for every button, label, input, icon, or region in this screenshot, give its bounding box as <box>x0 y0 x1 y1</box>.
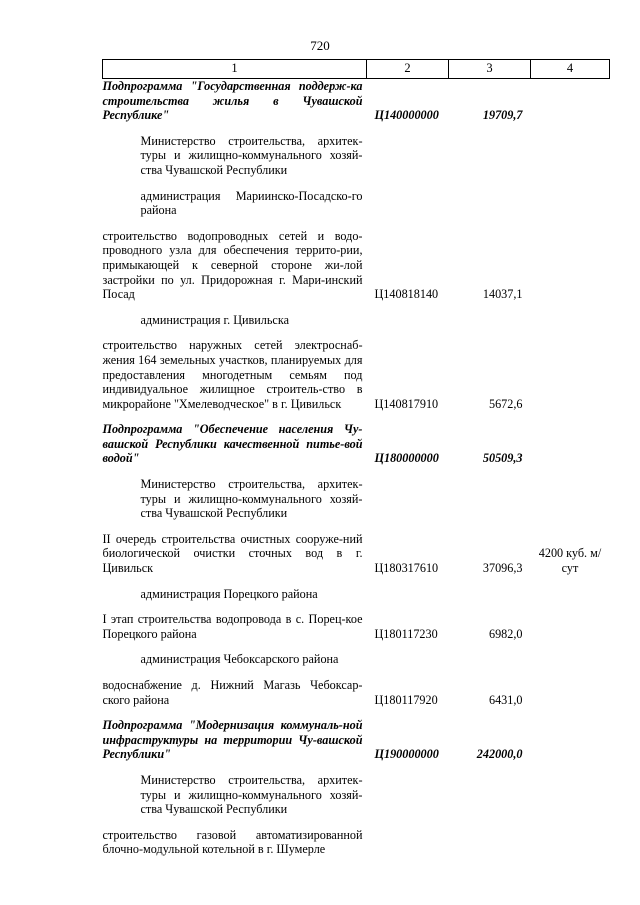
item-row <box>103 612 610 641</box>
row-name: Подпрограмма "Государственная поддерж-ка строительства жилья в Чувашской Республике" <box>102 79 363 123</box>
item-row <box>103 678 610 707</box>
row-name: строительство газовой автоматизированной блочно-модульной котельной в г. Шумерле <box>102 827 363 857</box>
row-code: Ц190000000 <box>374 747 439 762</box>
row-name: Министерство строительства, архитек-туры и жилищно-коммунального хозяй-ства Чувашской Республики <box>140 477 363 521</box>
row-amount: 6431,0 <box>488 692 523 707</box>
row-name: Подпрограмма "Обеспечение населения Чу-вашской Республики качественной питье-вой водой" <box>102 422 363 466</box>
row-name: I этап строительства водопровода в с. Порец-кое Порецкого района <box>102 612 363 641</box>
row-name: II очередь строительства очистных сооруже-ний биологической очистки сточных вод в г. Цивильск <box>102 531 363 576</box>
row-amount: 50509,3 <box>482 451 523 466</box>
row-amount: 6982,0 <box>488 626 523 641</box>
item-row <box>103 229 610 302</box>
row-note <box>531 678 610 707</box>
subprogram-row <box>103 718 610 762</box>
row-note <box>531 718 610 762</box>
org-row <box>103 773 610 817</box>
row-code: Ц180117920 <box>374 692 438 707</box>
page-number: 720 <box>310 38 330 53</box>
row-note <box>531 79 610 123</box>
row-amount: 5672,6 <box>488 396 523 411</box>
row-code: Ц140818140 <box>374 287 439 302</box>
budget-table <box>102 59 610 857</box>
row-note <box>531 828 610 857</box>
row-code: Ц140000000 <box>374 108 439 123</box>
org-row <box>103 189 610 218</box>
header-col-2: 2 <box>367 60 449 79</box>
row-name: администрация г. Цивильска <box>140 312 289 327</box>
org-row <box>103 313 610 328</box>
org-row <box>103 134 610 178</box>
row-name: строительство наружных сетей электроснаб-жения 164 земельных участков, планируемых для предоставления многодетным семьям под индивидуальное жилищное строитель-ство в микрорайоне "Хмелеводческое" в г. Цивильск <box>102 338 363 411</box>
row-name: Министерство строительства, архитек-туры и жилищно-коммунального хозяй-ства Чувашской Республики <box>140 772 363 817</box>
row-name: администрация Порецкого района <box>140 586 318 601</box>
row-code: Ц180117230 <box>374 626 438 641</box>
subprogram-row <box>103 79 610 123</box>
item-row <box>103 828 610 857</box>
row-name: Подпрограмма "Модернизация коммуналь-ной инфраструктуры на территории Чу-вашской Республики" <box>102 718 363 762</box>
row-code: Ц140817910 <box>374 396 439 411</box>
row-name: администрация Мариинско-Посадско-го района <box>140 188 363 218</box>
row-amount <box>449 828 531 857</box>
row-amount: 19709,7 <box>482 108 523 123</box>
row-note <box>531 229 610 302</box>
row-name: Министерство строительства, архитек-туры и жилищно-коммунального хозяй-ства Чувашской Республики <box>140 133 363 177</box>
row-name: строительство водопроводных сетей и водо-проводного узла для обеспечения террито-рии, примыкающей к северной стороне жи-лой застройки по ул. Придорожная г. Мари-инский Посад <box>102 228 363 302</box>
row-name: администрация Чебоксарского района <box>140 652 339 667</box>
row-amount: 37096,3 <box>482 561 523 576</box>
row-note: 4200 куб. м/сут <box>538 546 602 576</box>
table-header-row <box>103 60 610 79</box>
row-note <box>531 338 610 411</box>
row-code: Ц180317610 <box>374 561 439 576</box>
header-col-4: 4 <box>531 60 610 79</box>
item-row <box>103 338 610 411</box>
subprogram-row <box>103 422 610 466</box>
row-name: водоснабжение д. Нижний Магазь Чебоксар-ского района <box>102 678 363 707</box>
row-note <box>531 422 610 466</box>
org-row <box>103 587 610 602</box>
header-col-3: 3 <box>449 60 531 79</box>
item-row <box>103 532 610 576</box>
org-row <box>103 652 610 667</box>
row-amount: 242000,0 <box>476 747 523 762</box>
header-col-1: 1 <box>103 60 367 79</box>
org-row <box>103 477 610 521</box>
row-amount: 14037,1 <box>482 287 523 302</box>
row-note <box>531 612 610 641</box>
row-code <box>367 828 449 857</box>
row-code: Ц180000000 <box>374 451 439 466</box>
